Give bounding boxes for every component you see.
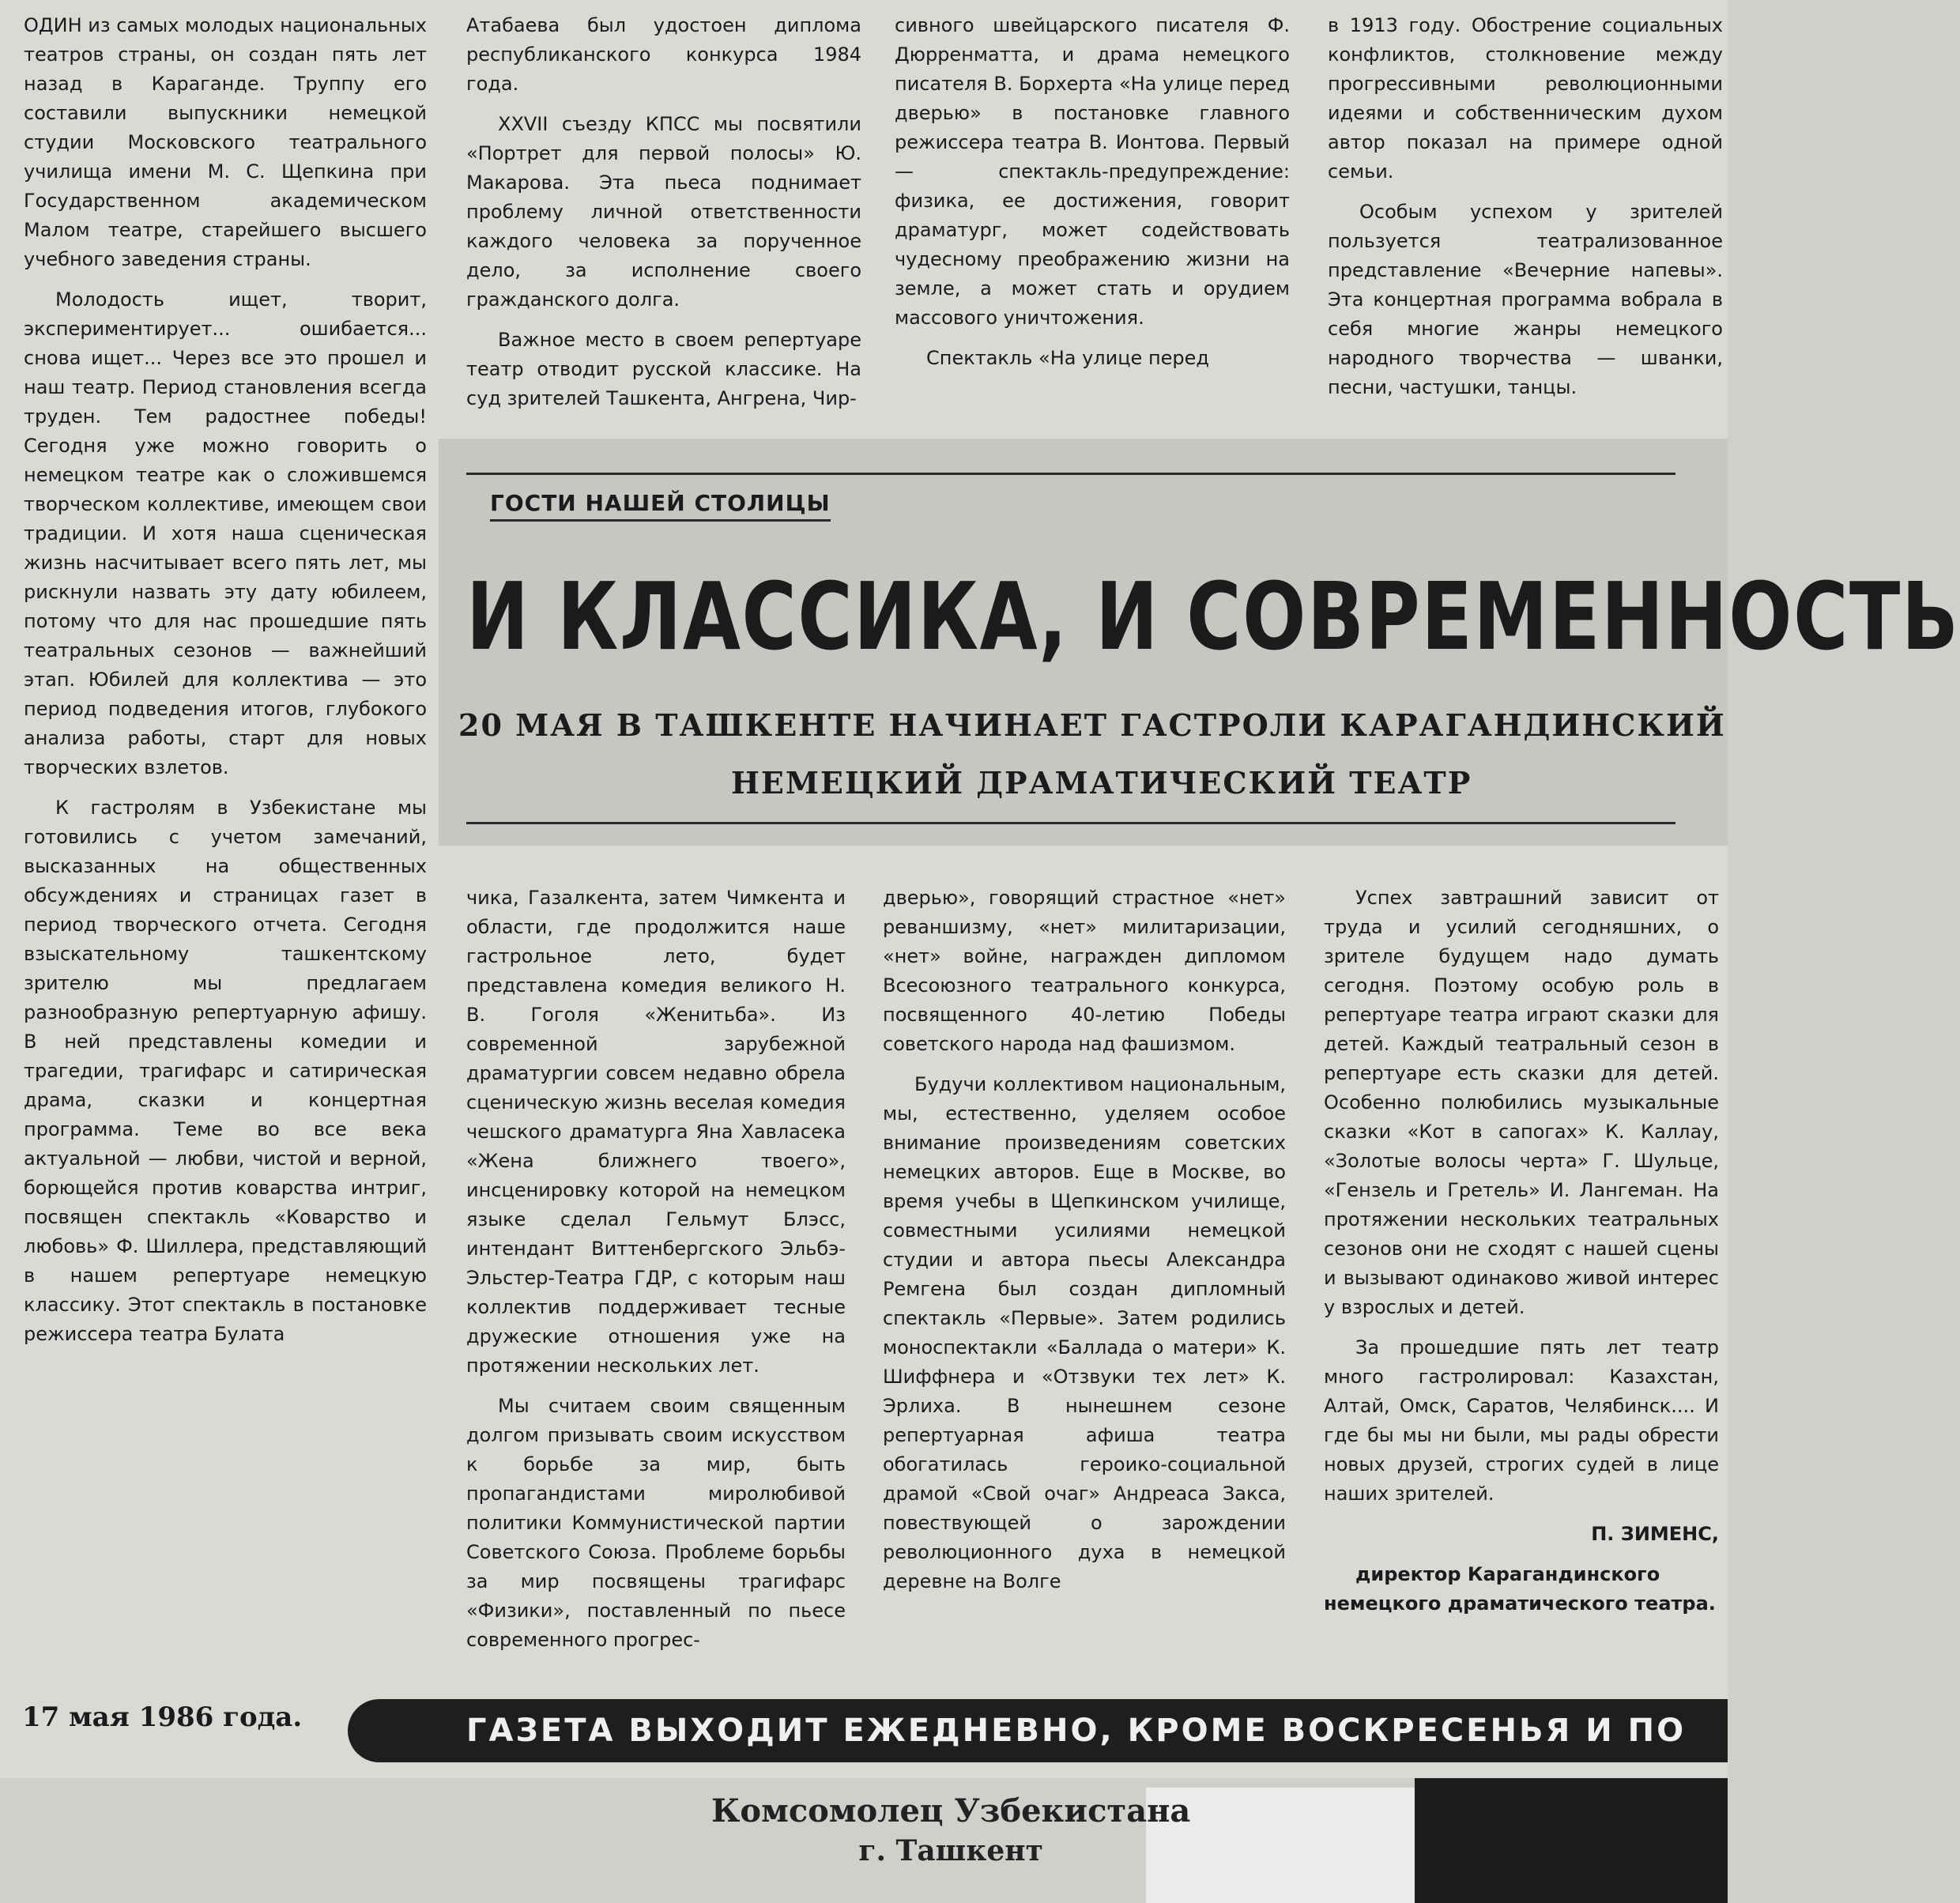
paragraph: XXVII съезду КПСС мы посвятили «Портрет для первой полосы» Ю. Макарова. Эта пьеса поднимает проблему личной ответственности каждого человека за порученное дело, за исполнение своего гражданского долга. [466, 113, 861, 311]
bottom-rule [466, 822, 1675, 824]
paragraph: в 1913 году. Обострение социальных конфликтов, столкновение между прогрессивными революционными идеями и собственническим духом автор показал на примере одной семьи. [1328, 14, 1723, 183]
paragraph: Успех завтрашний зависит от труда и усилий сегодняшних, о зрителе будущем надо думать сегодня. Поэтому особую роль в репертуаре театра играют сказки для детей. Каждый театральный сезон в репертуаре есть сказки для детей. Особенно полюбились музыкальные сказки «Кот в сапогах» К. Каллау, «Золотые волосы черта» Г. Шульце, «Гензель и Гретель» И. Лангеман. На протяжении нескольких театральных сезонов они не сходят с нашей сцены и вызывают одинаково живой интерес у взрослых и детей. [1324, 887, 1719, 1318]
column-4-top [1328, 11, 1723, 422]
paragraph: За прошедшие пять лет театр много гастролировал: Казахстан, Алтай, Омск, Саратов, Челябинск.... И где бы мы ни были, мы рады обрести новых друзей, строгих судей в лице наших зрителей. [1324, 1336, 1719, 1505]
stamp-line-1: Комсомолец Узбекистана [711, 1792, 1191, 1830]
stamp-line-2: г. Ташкент [858, 1834, 1043, 1867]
column-2-top [466, 11, 861, 422]
column-2-bottom [466, 884, 846, 1682]
subhead-line-1: 20 МАЯ В ТАШКЕНТЕ НАЧИНАЕТ ГАСТРОЛИ КАРАГАНДИНСКИЙ [458, 707, 1726, 743]
signature-name: П. ЗИМЕНС, [1591, 1523, 1719, 1545]
paragraph: Будучи коллективом национальным, мы, естественно, уделяем особое внимание произведениям советских немецких авторов. Еще в Москве, во время учебы в Щепкинском училище, совместными усилиями немецкой студии и автора пьесы Александра Ремгена был создан дипломный спектакль «Первые». Затем родились моноспектакли «Баллада о матери» К. Шиффнера и «Отзвуки тех лет» К. Эрлиха. В нынешнем сезоне репертуарная афиша театра обогатилась героико-социальной драмой «Свой очаг» Андреаса Закса, повествующей о зарождении революционного духа в немецкой деревне на Волге [883, 1073, 1286, 1592]
paragraph: Молодость ищет, творит, экспериментирует... ошибается... снова ищет... Через все это прошел и наш театр. Период становления всегда труден. Тем радостнее победы! Сегодня уже можно говорить о немецком театре как о сложившемся творческом коллективе, имеющем свои традиции. И хотя наша сценическая жизнь насчитывает всего пять лет, мы рискнули назвать эту дату юбилеем, потому что для нас прошедшие пять театральных сезонов — важнейший этап. Юбилей для коллектива — это период подведения итогов, глубокого анализа работы, старт для новых творческих взлетов. [24, 288, 427, 778]
publication-band: ГАЗЕТА ВЫХОДИТ ЕЖЕДНЕВНО, КРОМЕ ВОСКРЕСЕНЬЯ И ПО [348, 1699, 1728, 1762]
dark-background [1415, 1778, 1728, 1903]
issue-date: 17 мая 1986 года. [22, 1701, 303, 1733]
column-3-bottom [883, 884, 1286, 1682]
signature-role: директор Карагандинского немецкого драматического театра. [1324, 1563, 1716, 1615]
paragraph: ОДИН из самых молодых национальных театров страны, он создан пять лет назад в Караганде. Труппу его составили выпускники немецкой студии Московского театрального училища имени М. С. Щепкина при Государственном академическом Малом театре, старейшего высшего учебного заведения страны. [24, 14, 427, 270]
paragraph: Важное место в своем репертуаре театр отводит русской классике. На суд зрителей Ташкента, Ангрена, Чир- [466, 329, 861, 409]
archive-stamp [711, 1792, 1190, 1867]
headline: И КЛАССИКА, И СОВРЕМЕННОСТЬ [466, 562, 1960, 671]
paragraph: К гастролям в Узбекистане мы готовились с учетом замечаний, высказанных на общественных обсуждениях и страницах газет в период творческого отчета. Сегодня взыскательному ташкентскому зрителю мы предлагаем разнообразную репертуарную афишу. В ней представлены комедии и трагедии, трагифарс и сатирическая драма, сказки и концертная программа. Теме во все века актуальной — любви, чистой и верной, борющейся против коварства интриг, посвящен спектакль «Коварство и любовь» Ф. Шиллера, представляющий в нашем репертуаре немецкую классику. Этот спектакль в постановке режиссера театра Булата [24, 797, 427, 1345]
paragraph: дверью», говорящий страстное «нет» реваншизму, «нет» милитаризации, «нет» войне, награжден дипломом Всесоюзного театрального конкурса, посвященного 40-летию Победы советского народа над фашизмом. [883, 887, 1286, 1055]
subhead-line-2: НЕМЕЦКИЙ ДРАМАТИЧЕСКИЙ ТЕАТР [731, 765, 1472, 801]
column-1-top [24, 11, 427, 1345]
column-3-top [895, 11, 1290, 422]
rubric: ГОСТИ НАШЕЙ СТОЛИЦЫ [490, 490, 831, 522]
paragraph: чика, Газалкента, затем Чимкента и области, где продолжится наше гастрольное лето, будет представлена комедия великого Н. В. Гоголя «Женитьба». Из современной зарубежной драматургии совсем недавно обрела сценическую жизнь веселая комедия чешского драматурга Яна Хавласека «Жена ближнего твоего», инсценировку которой на немецком языке сделал Гельмут Блэсс, интендант Виттенбергского Эльбэ-Эльстер-Театра ГДР, с которым наш коллектив поддерживает тесные дружеские отношения уже на протяжении нескольких лет. [466, 887, 846, 1377]
top-rule [466, 473, 1675, 475]
paragraph: Особым успехом у зрителей пользуется театрализованное представление «Вечерние напевы». Эта концертная программа вобрала в себя многие жанры немецкого народного творчества — шванки, песни, частушки, танцы. [1328, 201, 1723, 398]
paragraph: сивного швейцарского писателя Ф. Дюрренматта, и драма немецкого писателя В. Борхерта «На улице перед дверью» в постановке главного режиссера театра В. Ионтова. Первый — спектакль-предупреждение: физика, ее достижения, говорит драматург, может содействовать чудесному преображению жизни на земле, а может стать и орудием массового уничтожения. [895, 14, 1290, 329]
paragraph: Спектакль «На улице перед [926, 347, 1209, 369]
column-4-bottom [1324, 884, 1719, 1682]
paragraph: Атабаева был удостоен диплома республиканского конкурса 1984 года. [466, 14, 861, 95]
paragraph: Мы считаем своим священным долгом призывать своим искусством к борьбе за мир, быть пропагандистами миролюбивой политики Коммунистической партии Советского Союза. Проблеме борьбы за мир посвящены трагифарс «Физики», поставленный по пьесе современного прогрес- [466, 1395, 846, 1651]
